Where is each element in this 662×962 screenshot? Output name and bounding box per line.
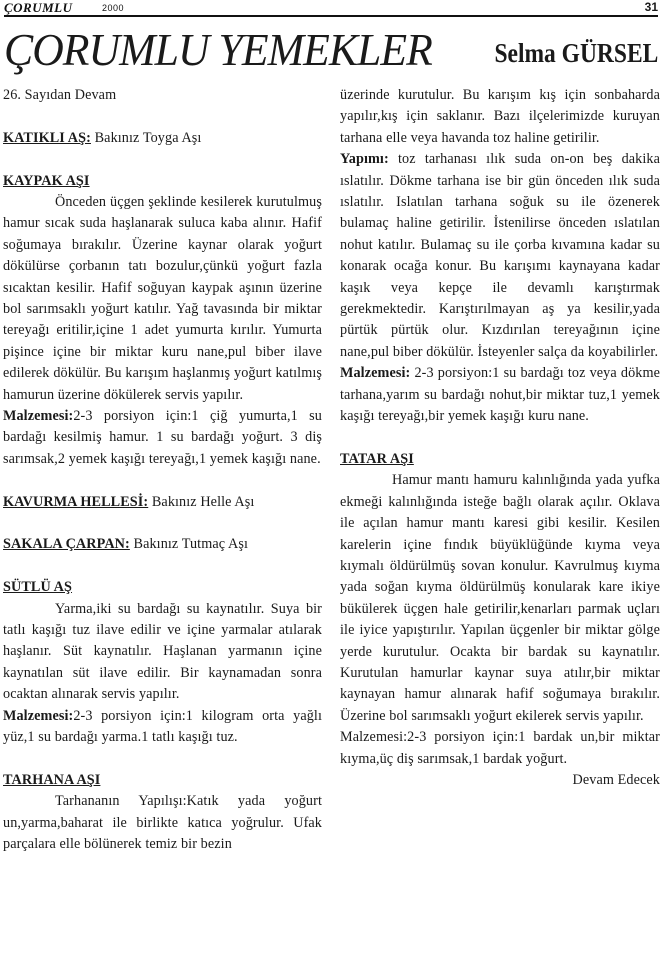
ingredients-sutlu	[3, 706, 322, 749]
column-right	[340, 85, 660, 791]
masthead-logo: ÇORUMLU	[4, 0, 73, 15]
section-heading-tarhana: TARHANA AŞI	[3, 771, 101, 788]
entry-kavurma	[3, 492, 322, 513]
header-rule	[4, 15, 658, 17]
entry-reference: Bakınız Helle Aşı	[148, 493, 255, 510]
recipe-body-tarhana: Tarhananın Yapılışı:Katık yada yoğurt un,yarma,baharat ile birlikte katıca yoğrulur. Ufak parçalara elle bölünerek temiz bir bezin	[3, 793, 322, 853]
section-heading-tatar: TATAR AŞI	[340, 450, 414, 467]
ingredients-text: 2-3 porsiyon için:1 çiğ yumurta,1 su bardağı kesilmiş hamur. 1 su bardağı yoğurt. 3 diş sarımsak,2 yemek kaşığı tereyağı,1 yemek kaşığı nane.	[3, 408, 322, 467]
method-text: toz tarhanası ılık suda on-on beş dakika ıslatılır. Dökme tarhana ise bir gün önceden ılık suda ıslatılır. Islatılan tarhana soğuk su ile özenerek bulamaç haline getirilir. İstenilirse önceden ıslatılan nohut katılır. Bulamaç su ile çorba kıvamına kadar su konarak ocağa konur. Bu karışımı kaynayana kadar kaşık veya kepçe ile devamlı karıştırmak gerekmektedir. Karıştırılmayan aş ya kesilir,yada pürtük pürtük olur. Kızdırılan tereyağının içine nane,pul biber dökülür. İsteyenler salça da koyabilirler.	[340, 151, 660, 360]
recipe-body-kaypak: Önceden üçgen şeklinde kesilerek kurutulmuş hamur sıcak suda haşlanarak suluca kaba alınır. Hafif soğumaya bırakılır. Üzerine kaynar olarak yoğurt dökülürse çorbanın tatı bozulur,çünkü yoğurt fazla sıcaktan kesilir. Hafif soğuyan kaypak aşının üzerine bol sarımsaklı yoğurt katılır. Yağ tavasında bir miktar tereyağı eritilir,içine 1 adet yumurta kırılır. Yumurta pişince içine bir miktar kuru nane,pul biber ilave edilerek dökülür. Bu karışım haşlanmış yoğurt katılmış hamurun üzerine dökülerek servis yapılır.	[3, 194, 322, 403]
entry-sakala	[3, 534, 322, 555]
column-left	[3, 85, 322, 856]
ingredients-text: 2-3 porsiyon:1 su bardağı toz veya dökme tarhana,yarım su bardağı nohut,bir miktar tuz,1 yemek kaşığı tereyağı,bir yemek kaşığı kuru nane.	[340, 365, 660, 425]
method-label: Yapımı:	[340, 151, 389, 168]
section-heading-sutlu: SÜTLÜ AŞ	[3, 579, 73, 596]
ingredients-text: 2-3 porsiyon için:1 kilogram orta yağlı yüz,1 su bardağı yarma.1 tatlı kaşığı tuz.	[3, 707, 322, 746]
author-name: Selma GÜRSEL	[494, 38, 658, 68]
method-tarhana	[340, 149, 660, 363]
entry-reference: Bakınız Tutmaç Aşı	[129, 536, 249, 553]
section-heading-kaypak: KAYPAK AŞI	[3, 172, 90, 189]
page-header	[0, 0, 662, 14]
ingredients-tatar: Malzemesi:2-3 porsiyon için:1 bardak un,bir miktar kıyma,üç diş sarımsak,1 bardak yoğurt.	[340, 729, 660, 767]
ingredients-label: Malzemesi:	[340, 365, 411, 382]
ingredients-kaypak	[3, 406, 322, 470]
continued-note: 26. Sayıdan Devam	[3, 87, 117, 103]
ingredients-label: Malzemesi:	[3, 707, 74, 724]
entry-reference: Bakınız Toyga Aşı	[90, 129, 202, 146]
entry-heading: KATIKLI AŞ:	[3, 129, 91, 146]
recipe-body-tarhana-cont: üzerinde kurutulur. Bu karışım kış için sonbaharda yapılır,kış için saklanır. Bazı ilçelerimizde kuruyan tarhana elle veya havanda toz haline getirilir.	[340, 87, 660, 146]
page-title: ÇORUMLU YEMEKLER	[4, 24, 432, 75]
entry-heading: KAVURMA HELLESİ:	[3, 493, 149, 510]
ingredients-label: Malzemesi:	[3, 408, 74, 425]
page-number: 31	[644, 0, 658, 14]
ingredients-tarhana	[340, 363, 660, 427]
recipe-body-sutlu: Yarma,iki su bardağı su kaynatılır. Suya bir tatlı kaşığı tuz ilave edilir ve içine yarmalar atılarak haşlanır. Süt kaynatılır. Haşlanan yarmanın içine kaynatılan süt ilave edilir. Bir kaynamadan sonra ocaktan alınarak servis yapılır.	[3, 600, 322, 703]
continues-note: Devam Edecek	[572, 771, 660, 788]
recipe-body-tatar: Hamur mantı hamuru kalınlığında yada yufka ekmeği kalınlığında isteğe bağlı olarak açılır. Oklava ile açılan hamur mantı karesi gibi kesilir. Kesilen karelerin içine fındık büyüklüğünde kıyma veya kıymalı öldürülmüş sovan konulur. Kavrulmuş kıyma yada soğan kıyma öldürülmüş konularak kare ikiye bükülerek üçgen hale getirilir,kenarları parmak uçları ile iyice yapıştırılır. Yapılan üçgenler bir miktar gölge yerde kurutulur. Ocakta bir bardak su kaynatılır. Kurutulan hamurlar kaynar suya atılır,bir miktar kaynayan hamur alınarak hafif soğumaya bırakılır. Üzerine bol sarımsaklı yoğurt ekilerek servis yapılır.	[340, 472, 660, 724]
entry-katikli	[3, 128, 322, 149]
entry-heading: SAKALA ÇARPAN:	[3, 536, 130, 553]
masthead-year: 2000	[102, 3, 125, 13]
